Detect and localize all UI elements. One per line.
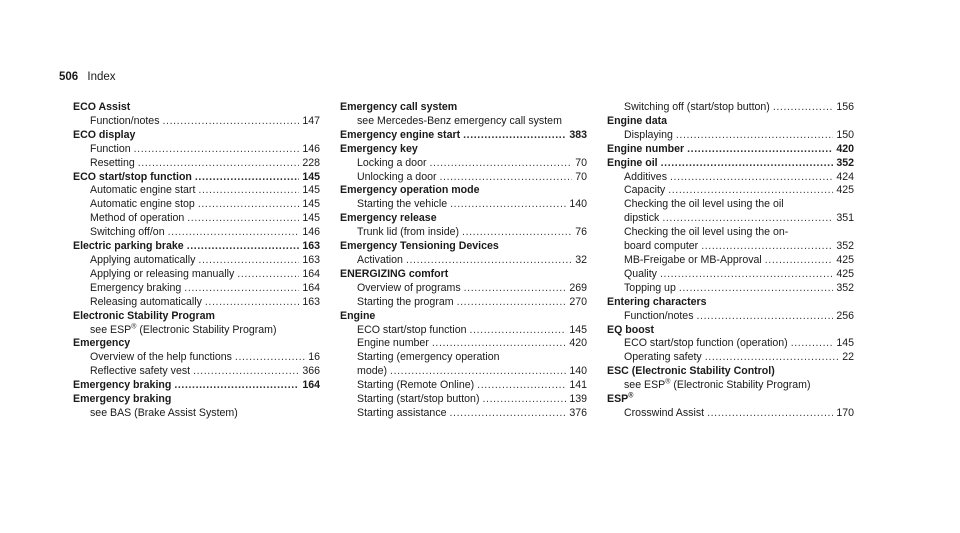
sub-entry <box>607 198 854 212</box>
entry-heading <box>340 101 587 115</box>
page-header <box>59 70 116 84</box>
see-reference[interactable] <box>73 407 320 421</box>
dot-leader <box>138 157 300 171</box>
sub-entry-label: Method of operation <box>90 212 185 225</box>
entry-heading-text: Emergency braking <box>73 379 172 392</box>
entry-heading <box>340 129 587 143</box>
sub-entry <box>607 184 854 198</box>
sub-entry-label: Overview of the help functions <box>90 351 232 364</box>
sub-entry <box>340 407 587 421</box>
sub-entry <box>340 393 587 407</box>
sub-entry-label: Emergency braking <box>90 281 182 294</box>
index-entry <box>73 129 320 171</box>
entry-heading-label <box>340 240 499 254</box>
page-reference-link[interactable]: 145 <box>302 212 320 225</box>
page-reference-link[interactable]: 146 <box>302 142 320 155</box>
registered-mark: ® <box>131 322 137 330</box>
entry-heading-label <box>607 324 654 338</box>
sub-entry <box>73 268 320 282</box>
entry-heading-label <box>340 129 460 143</box>
see-reference-text-continued: (Electronic Stability Program) <box>136 323 277 336</box>
entry-heading-text: ECO Assist <box>73 101 131 113</box>
sub-entry <box>73 282 320 296</box>
index-entry <box>340 240 587 268</box>
sub-entry <box>607 310 854 324</box>
index-entry <box>607 296 854 324</box>
entry-heading-label <box>73 171 192 185</box>
sub-entry-label: Reflective safety vest <box>90 365 191 378</box>
page-reference-link[interactable]: 420 <box>836 142 854 155</box>
entry-heading-text: Emergency release <box>340 212 437 225</box>
entry-heading <box>73 337 320 351</box>
dot-leader <box>791 337 834 351</box>
index-entry <box>73 171 320 241</box>
dot-leader <box>187 212 299 226</box>
section-title: Index <box>87 71 116 83</box>
dot-leader <box>134 143 300 157</box>
sub-entry-label: Starting (start/stop button) <box>357 393 480 406</box>
registered-mark: ® <box>665 378 671 386</box>
entry-heading-label <box>607 365 775 379</box>
dot-leader <box>470 324 567 338</box>
sub-entry-label: Quality <box>624 267 657 280</box>
sub-entry-label: Topping up <box>624 281 676 294</box>
entry-heading-text: Emergency <box>73 337 131 350</box>
sub-entry <box>607 282 854 296</box>
sub-entry-label: Crosswind Assist <box>624 406 705 419</box>
index-entry <box>73 310 320 338</box>
sub-entry-label: Starting the program <box>357 295 454 308</box>
sub-entry-label: Function <box>90 142 131 155</box>
sub-entry <box>340 379 587 393</box>
sub-entry <box>73 212 320 226</box>
entry-heading <box>73 240 320 254</box>
sub-entry <box>340 351 587 365</box>
index-column-1 <box>73 101 320 421</box>
page-reference-link[interactable]: 366 <box>302 365 320 378</box>
page-reference-link[interactable]: 425 <box>836 184 854 197</box>
page-reference-link[interactable]: 141 <box>569 379 587 392</box>
dot-leader <box>198 254 299 268</box>
sub-entry <box>607 407 854 421</box>
dot-leader <box>390 365 566 379</box>
entry-heading <box>73 129 320 143</box>
entry-heading-text: Engine number <box>607 142 685 155</box>
dot-leader <box>432 337 566 351</box>
sub-entry <box>607 226 854 240</box>
entry-heading-text: ENERGIZING comfort <box>340 267 449 280</box>
page-reference-link[interactable]: 425 <box>836 253 854 266</box>
dot-leader <box>406 254 572 268</box>
page-reference-link[interactable]: 70 <box>575 156 587 169</box>
sub-entry-label: Switching off (start/stop button) <box>624 101 770 113</box>
entry-heading <box>607 115 854 129</box>
page-reference-link[interactable]: 145 <box>302 184 320 197</box>
sub-entry <box>607 129 854 143</box>
page-reference-link[interactable]: 351 <box>836 212 854 225</box>
see-reference[interactable] <box>73 324 320 338</box>
sub-entry <box>73 296 320 310</box>
sub-entry-label: board computer <box>624 240 699 253</box>
dot-leader <box>660 268 833 282</box>
page-reference-link[interactable]: 425 <box>836 267 854 280</box>
see-reference-text: see Mercedes-Benz emergency call system <box>357 114 562 127</box>
see-reference-text: see BAS (Brake Assist System) <box>90 406 238 419</box>
entry-heading-text: Electric parking brake <box>73 240 184 253</box>
entry-heading-label <box>340 101 457 115</box>
index-entry <box>73 240 320 310</box>
entry-heading <box>340 143 587 157</box>
page-reference-link[interactable]: 163 <box>302 295 320 308</box>
page-reference-link[interactable]: 146 <box>302 226 320 239</box>
index-entry <box>607 115 854 143</box>
page-reference-link[interactable]: 140 <box>569 198 587 211</box>
page-reference-link[interactable]: 156 <box>836 101 854 113</box>
dot-leader <box>707 407 833 421</box>
entry-heading <box>73 379 320 393</box>
page-reference-link[interactable]: 147 <box>302 114 320 127</box>
dot-leader <box>670 171 833 185</box>
entry-heading-text: Engine <box>340 309 376 322</box>
sub-entry-label: Function/notes <box>624 309 694 322</box>
page-reference-link[interactable]: 145 <box>569 323 587 336</box>
dot-leader <box>184 282 299 296</box>
entry-heading <box>73 171 320 185</box>
dot-leader <box>440 171 573 185</box>
index-entry <box>340 310 587 421</box>
entry-heading-label <box>73 101 130 115</box>
entry-heading-label <box>73 379 171 393</box>
sub-entry <box>73 157 320 171</box>
index-entry <box>340 268 587 310</box>
dot-leader <box>773 101 833 115</box>
index-entry <box>73 393 320 421</box>
dot-leader <box>697 310 834 324</box>
page-reference-link[interactable]: 150 <box>836 128 854 141</box>
entry-heading <box>607 324 854 338</box>
entry-heading-text: Emergency engine start <box>340 128 461 141</box>
entry-heading-text: Entering characters <box>607 295 707 308</box>
entry-heading-text: Engine oil <box>607 156 658 169</box>
page-reference-link[interactable]: 256 <box>836 309 854 322</box>
sub-entry-label: ECO start/stop function (operation) <box>624 337 788 350</box>
sub-entry-label: Resetting <box>90 156 135 169</box>
dot-leader <box>235 351 305 365</box>
dot-leader <box>205 296 299 310</box>
dot-leader <box>679 282 833 296</box>
sub-entry <box>607 268 854 282</box>
see-reference-text: see ESP <box>624 379 666 392</box>
dot-leader <box>174 379 299 393</box>
dot-leader <box>668 184 833 198</box>
sub-entry-label: Engine number <box>357 337 429 350</box>
page-reference-link[interactable]: 140 <box>569 365 587 378</box>
entry-heading <box>340 212 587 226</box>
sub-entry <box>607 254 854 268</box>
index-entry <box>607 101 854 115</box>
dot-leader <box>477 379 566 393</box>
index-entry <box>607 324 854 366</box>
page-reference-link[interactable]: 22 <box>842 351 854 364</box>
page-reference-link[interactable]: 170 <box>836 406 854 419</box>
index-entry <box>607 157 854 296</box>
entry-heading <box>73 310 320 324</box>
see-reference-text: see ESP <box>90 323 132 336</box>
sub-entry <box>73 143 320 157</box>
sub-entry-label: Operating safety <box>624 351 702 364</box>
entry-heading <box>340 268 587 282</box>
dot-leader <box>462 226 572 240</box>
index-entry <box>340 143 587 185</box>
page-reference-link[interactable]: 76 <box>575 226 587 239</box>
page-reference-link[interactable]: 270 <box>569 295 587 308</box>
sub-entry <box>340 157 587 171</box>
sub-entry-label: Starting (emergency operation <box>357 351 500 364</box>
sub-entry <box>340 198 587 212</box>
dot-leader <box>450 407 567 421</box>
sub-entry-label: MB-Freigabe or MB-Approval <box>624 253 762 266</box>
entry-heading-text: Emergency Tensioning Devices <box>340 240 499 253</box>
sub-entry-label: Starting assistance <box>357 406 447 419</box>
dot-leader <box>464 282 567 296</box>
entry-heading-text: Engine data <box>607 114 668 127</box>
index-entry <box>340 184 587 212</box>
index-column-3 <box>607 101 854 421</box>
sub-entry <box>340 296 587 310</box>
entry-heading <box>73 101 320 115</box>
sub-entry <box>340 254 587 268</box>
dot-leader <box>705 351 839 365</box>
dot-leader <box>430 157 573 171</box>
dot-leader <box>195 171 299 185</box>
entry-heading-label <box>607 296 707 310</box>
entry-heading-text: Emergency key <box>340 142 418 155</box>
entry-heading-label <box>340 268 448 282</box>
dot-leader <box>765 254 834 268</box>
sub-entry <box>73 115 320 129</box>
entry-heading-label <box>607 157 658 171</box>
sub-entry <box>607 101 854 115</box>
entry-heading <box>340 310 587 324</box>
sub-entry-label: Automatic engine start <box>90 184 196 197</box>
entry-heading <box>607 296 854 310</box>
entry-heading-text: Emergency call system <box>340 101 458 113</box>
sub-entry-label: Starting the vehicle <box>357 198 448 211</box>
entry-heading-label <box>340 212 437 226</box>
index-entry <box>607 365 854 393</box>
registered-mark: ® <box>628 392 634 400</box>
sub-entry-label: Additives <box>624 170 667 183</box>
sub-entry <box>73 365 320 379</box>
see-reference[interactable] <box>607 379 854 393</box>
entry-heading-label <box>340 310 375 324</box>
page-reference-link[interactable]: 424 <box>836 170 854 183</box>
entry-heading <box>607 157 854 171</box>
page-reference-link[interactable]: 269 <box>569 281 587 294</box>
page-reference-link[interactable]: 70 <box>575 170 587 183</box>
sub-entry <box>607 337 854 351</box>
dot-leader <box>168 226 300 240</box>
entry-heading-label <box>73 310 215 324</box>
entry-heading <box>607 365 854 379</box>
entry-heading-label <box>73 393 171 407</box>
sub-entry-label: dipstick <box>624 212 660 225</box>
sub-entry-label: Automatic engine stop <box>90 198 195 211</box>
entry-heading-label <box>607 115 667 129</box>
entry-heading-label <box>73 129 135 143</box>
page-number: 506 <box>59 71 79 83</box>
dot-leader <box>661 157 834 171</box>
index-entry <box>607 143 854 157</box>
page-reference-link[interactable]: 420 <box>569 337 587 350</box>
entry-heading <box>607 393 854 407</box>
page-reference-link[interactable]: 145 <box>302 198 320 211</box>
index-entry <box>73 379 320 393</box>
dot-leader <box>193 365 299 379</box>
dot-leader <box>701 240 833 254</box>
page-reference-link[interactable]: 164 <box>302 379 320 392</box>
entry-heading-text: ECO display <box>73 128 136 141</box>
dot-leader <box>450 198 566 212</box>
see-reference[interactable] <box>340 115 587 129</box>
sub-entry <box>340 324 587 338</box>
page-reference-link[interactable]: 164 <box>302 281 320 294</box>
sub-entry-label: Checking the oil level using the on- <box>624 226 789 239</box>
page-reference-link[interactable]: 145 <box>836 337 854 350</box>
sub-entry-label: Starting (Remote Online) <box>357 379 475 392</box>
sub-entry <box>607 212 854 226</box>
sub-entry <box>73 198 320 212</box>
sub-entry <box>607 351 854 365</box>
page-reference-link[interactable]: 163 <box>302 240 320 253</box>
sub-entry-label: Checking the oil level using the oil <box>624 198 784 211</box>
page-reference-link[interactable]: 16 <box>308 351 320 364</box>
sub-entry-label: Applying automatically <box>90 253 196 266</box>
sub-entry <box>340 365 587 379</box>
page-reference-link[interactable]: 352 <box>836 156 854 169</box>
sub-entry <box>607 240 854 254</box>
entry-heading-label <box>340 143 418 157</box>
index-entry <box>73 337 320 379</box>
dot-leader <box>237 268 299 282</box>
sub-entry-label: ECO start/stop function <box>357 323 467 336</box>
entry-heading-text: ECO start/stop function <box>73 170 192 183</box>
index-entry <box>340 129 587 143</box>
page-reference-link[interactable]: 383 <box>569 128 587 141</box>
entry-heading <box>340 240 587 254</box>
dot-leader <box>676 129 833 143</box>
entry-heading-text: Emergency operation mode <box>340 184 480 197</box>
dot-leader <box>687 143 833 157</box>
sub-entry <box>340 171 587 185</box>
sub-entry-label: Switching off/on <box>90 226 165 239</box>
dot-leader <box>198 198 299 212</box>
sub-entry-label: Displaying <box>624 128 673 141</box>
page-reference-link[interactable]: 32 <box>575 253 587 266</box>
page-reference-link[interactable]: 139 <box>569 393 587 406</box>
sub-entry-label: Locking a door <box>357 156 427 169</box>
index-entry <box>340 101 587 129</box>
sub-entry-label: Function/notes <box>90 114 160 127</box>
index-entry <box>73 101 320 129</box>
see-reference-text-continued: (Electronic Stability Program) <box>670 379 811 392</box>
sub-entry-label: Activation <box>357 253 403 266</box>
entry-heading-text: Emergency braking <box>73 393 172 406</box>
sub-entry <box>607 171 854 185</box>
entry-heading <box>607 143 854 157</box>
index-entry <box>340 212 587 240</box>
entry-heading-text: ESC (Electronic Stability Control) <box>607 365 775 378</box>
dot-leader <box>457 296 567 310</box>
sub-entry <box>73 184 320 198</box>
page-reference-link[interactable]: 352 <box>836 240 854 253</box>
entry-heading-text: ESP <box>607 393 629 406</box>
entry-heading-label <box>340 184 480 198</box>
entry-heading-label <box>73 337 130 351</box>
sub-entry-label: Unlocking a door <box>357 170 437 183</box>
sub-entry-label: Capacity <box>624 184 666 197</box>
sub-entry <box>340 337 587 351</box>
page-reference-link[interactable]: 145 <box>302 170 320 183</box>
entry-heading <box>340 184 587 198</box>
dot-leader <box>163 115 300 129</box>
page-reference-link[interactable]: 376 <box>569 406 587 419</box>
entry-heading-text: Electronic Stability Program <box>73 309 215 322</box>
dot-leader <box>662 212 833 226</box>
dot-leader <box>463 129 566 143</box>
dot-leader <box>198 184 299 198</box>
dot-leader <box>482 393 566 407</box>
page-reference-link[interactable]: 352 <box>836 281 854 294</box>
index-entry <box>607 393 854 421</box>
entry-heading-label <box>73 240 184 254</box>
index-column-2 <box>340 101 587 421</box>
sub-entry <box>73 351 320 365</box>
entry-heading-text: EQ boost <box>607 323 655 336</box>
entry-heading <box>73 393 320 407</box>
entry-heading-label <box>607 393 633 407</box>
sub-entry <box>73 226 320 240</box>
sub-entry-label: Releasing automatically <box>90 295 202 308</box>
sub-entry-label: Trunk lid (from inside) <box>357 226 460 239</box>
sub-entry-label: mode) <box>357 365 388 378</box>
sub-entry-label: Overview of programs <box>357 281 461 294</box>
page-reference-link[interactable]: 163 <box>302 253 320 266</box>
sub-entry-label: Applying or releasing manually <box>90 267 235 280</box>
page-reference-link[interactable]: 164 <box>302 267 320 280</box>
dot-leader <box>187 240 300 254</box>
page-reference-link[interactable]: 228 <box>302 156 320 169</box>
sub-entry <box>73 254 320 268</box>
sub-entry <box>340 282 587 296</box>
sub-entry <box>340 226 587 240</box>
entry-heading-label <box>607 143 684 157</box>
